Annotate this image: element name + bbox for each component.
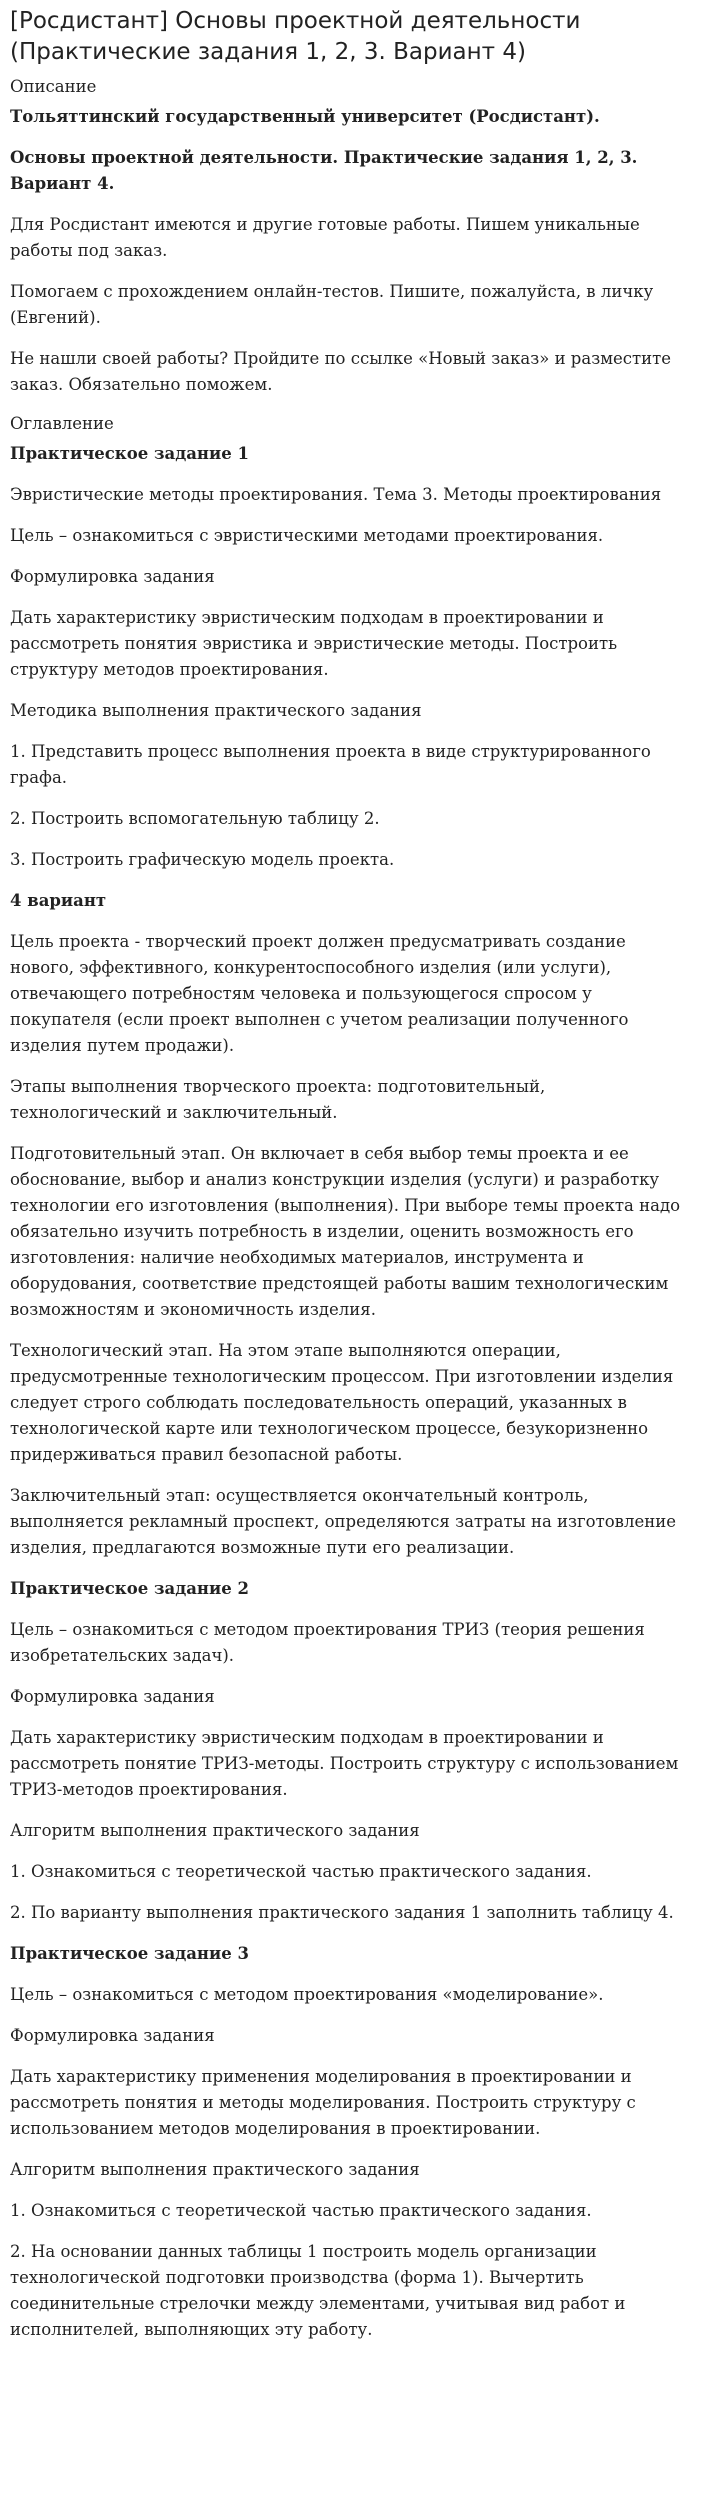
description-paragraph: Для Росдистант имеются и другие готовые работы. Пишем уникальные работы под заказ. (10, 215, 640, 260)
toc-paragraph: Цель – ознакомиться с методом проектирования «моделирование». (10, 1985, 604, 2004)
toc-paragraph: 1. Ознакомиться с теоретической частью практического задания. (10, 2201, 592, 2220)
toc-paragraph: Дать характеристику эвристическим подходам в проектировании и рассмотреть понятие ТРИЗ-методы. Построить структуру с использованием ТРИЗ-методов проектирования. (10, 1728, 679, 1799)
description-paragraph: Помогаем с прохождением онлайн-тестов. Пишите, пожалуйста, в личку (Евгений). (10, 282, 654, 327)
toc-paragraph: Формулировка задания (10, 2026, 215, 2045)
description-paragraph: Тольяттинский государственный университет (Росдистант). (10, 107, 600, 126)
description-section (10, 104, 689, 398)
toc-paragraph: Цель – ознакомиться с эвристическими методами проектирования. (10, 526, 604, 545)
toc-paragraph: Практическое задание 3 (10, 1944, 249, 1963)
toc-paragraph: Алгоритм выполнения практического задания (10, 1821, 420, 1840)
toc-paragraph: 4 вариант (10, 891, 107, 910)
toc-paragraph: 2. По варианту выполнения практического задания 1 заполнить таблицу 4. (10, 1903, 674, 1922)
toc-paragraph: Дать характеристику эвристическим подходам в проектировании и рассмотреть понятия эвристика и эвристические методы. Построить структуру методов проектирования. (10, 608, 618, 679)
description-paragraph: Не нашли своей работы? Пройдите по ссылке «Новый заказ» и разместите заказ. Обязательно поможем. (10, 349, 672, 394)
page-title: [Росдистант] Основы проектной деятельности (Практические задания 1, 2, 3. Вариант 4) (10, 8, 581, 65)
toc-paragraph: Этапы выполнения творческого проекта: подготовительный, технологический и заключительный. (10, 1077, 546, 1122)
toc-paragraph: Заключительный этап: осуществляется окончательный контроль, выполняется рекламный проспект, определяются затраты на изготовление изделия, предлагаются возможные пути его реализации. (10, 1486, 676, 1557)
toc-paragraph: Формулировка задания (10, 1687, 215, 1706)
toc-paragraph: Цель – ознакомиться с методом проектирования ТРИЗ (теория решения изобретательских задач). (10, 1620, 645, 1665)
toc-paragraph: 2. На основании данных таблицы 1 построить модель организации технологической подготовки производства (форма 1). Вычертить соединительные стрелочки между элементами, учитывая вид работ и исполнителей, выполняющих эту работу. (10, 2242, 626, 2339)
toc-paragraph: Практическое задание 1 (10, 444, 249, 463)
toc-paragraph: 3. Построить графическую модель проекта. (10, 850, 395, 869)
toc-paragraph: Методика выполнения практического задания (10, 701, 422, 720)
toc-paragraph: 1. Представить процесс выполнения проекта в виде структурированного графа. (10, 742, 651, 787)
toc-paragraph: 1. Ознакомиться с теоретической частью практического задания. (10, 1862, 592, 1881)
toc-paragraph: Алгоритм выполнения практического задания (10, 2160, 420, 2179)
description-label: Описание (10, 77, 97, 96)
toc-paragraph: 2. Построить вспомогательную таблицу 2. (10, 809, 380, 828)
toc-paragraph: Цель проекта - творческий проект должен предусматривать создание нового, эффективного, конкурентоспособного изделия (или услуги), отвечающего потребностям человека и пользующегося спросом у покупателя (если проект выполнен с учетом реализации полученного изделия путем продажи). (10, 932, 629, 1055)
toc-paragraph: Эвристические методы проектирования. Тема 3. Методы проектирования (10, 485, 662, 504)
description-paragraph: Основы проектной деятельности. Практические задания 1, 2, 3. Вариант 4. (10, 148, 638, 193)
toc-paragraph: Формулировка задания (10, 567, 215, 586)
toc-label: Оглавление (10, 414, 114, 433)
toc-paragraph: Подготовительный этап. Он включает в себя выбор темы проекта и ее обоснование, выбор и анализ конструкции изделия (услуги) и разработку технологии его изготовления (выполнения). При выборе темы проекта надо обязательно изучить потребность в изделии, оценить возможность его изготовления: наличие необходимых материалов, инструмента и оборудования, соответствие предстоящей работы вашим технологическим возможностям и экономичность изделия. (10, 1144, 681, 1319)
toc-paragraph: Практическое задание 2 (10, 1579, 249, 1598)
toc-paragraph: Технологический этап. На этом этапе выполняются операции, предусмотренные технологическим процессом. При изготовлении изделия следует строго соблюдать последовательность операций, указанных в технологической карте или технологическом процессе, безукоризненно придерживаться правил безопасной работы. (10, 1341, 674, 1464)
toc-paragraph: Дать характеристику применения моделирования в проектировании и рассмотреть понятия и методы моделирования. Построить структуру с использованием методов моделирования в проектировании. (10, 2067, 636, 2138)
toc-section (10, 441, 689, 2343)
